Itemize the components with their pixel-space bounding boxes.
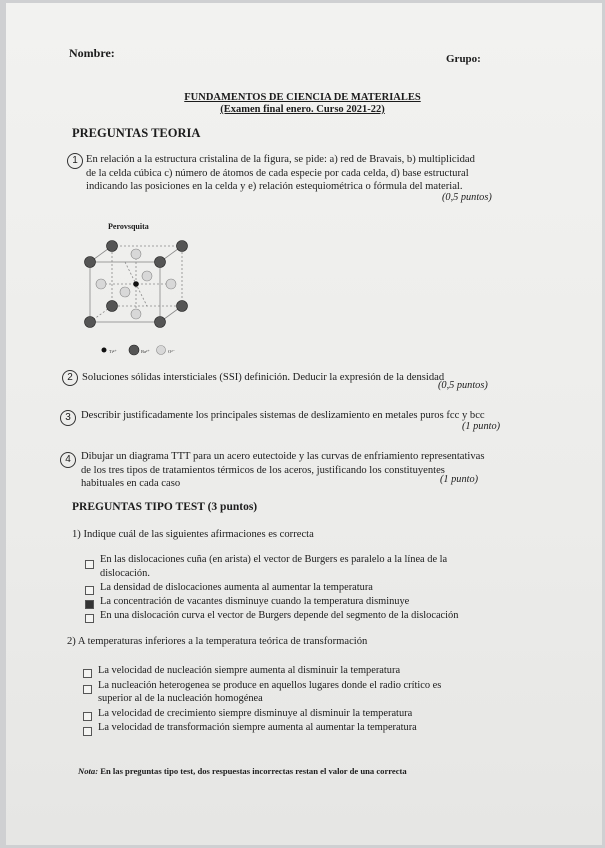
answer-option: En las dislocaciones cuña (en arista) el vector de Burgers es paralelo a la línea de la bbox=[100, 554, 448, 565]
exam-title-line1: FUNDAMENTOS DE CIENCIA DE MATERIALES bbox=[184, 92, 421, 103]
footnote bbox=[78, 766, 407, 776]
answer-checkbox[interactable] bbox=[83, 669, 92, 678]
answer-option-continuation: dislocación. bbox=[100, 568, 150, 579]
answer-option-continuation: superior al de la nucleación homogénea bbox=[98, 693, 263, 704]
legend-o: O²⁻ bbox=[168, 349, 175, 354]
ti-ion bbox=[133, 281, 139, 287]
test-heading: PREGUNTAS TIPO TEST (3 puntos) bbox=[72, 501, 258, 513]
answer-option: La velocidad de transformación siempre aumenta al aumentar la temperatura bbox=[98, 722, 417, 733]
answer-checkbox[interactable] bbox=[83, 712, 92, 721]
footnote-text: En las preguntas tipo test, dos respuestas incorrectas restan el valor de una correcta bbox=[100, 766, 407, 776]
question-1-points: (0,5 puntos) bbox=[442, 192, 492, 203]
question-1-line: de la celda cúbica c) número de átomos de cada especie por cada celda, d) base estructural bbox=[86, 167, 469, 179]
answer-option: La velocidad de nucleación siempre aumenta al disminuir la temperatura bbox=[98, 665, 401, 676]
answer-option: La densidad de dislocaciones aumenta al aumentar la temperatura bbox=[100, 582, 373, 593]
answer-option: En una dislocación curva el vector de Burgers depende del segmento de la dislocación bbox=[100, 610, 459, 621]
answer-checkbox[interactable] bbox=[85, 560, 94, 569]
exam-title-line2: (Examen final enero. Curso 2021-22) bbox=[220, 104, 385, 115]
answer-checkbox[interactable] bbox=[83, 727, 92, 736]
question-3-points: (1 punto) bbox=[462, 421, 501, 432]
group-label: Grupo: bbox=[446, 53, 481, 65]
theory-heading: PREGUNTAS TEORIA bbox=[72, 126, 201, 140]
perovskite-cell-figure bbox=[78, 232, 198, 362]
question-number-2: 2 bbox=[62, 370, 78, 386]
question-number-4: 4 bbox=[60, 452, 76, 468]
question-1-line: En relación a la estructura cristalina de la figura, se pide: a) red de Bravais, b) multiplicidad bbox=[86, 154, 475, 165]
answer-checkbox[interactable] bbox=[83, 685, 92, 694]
answer-option: La nucleación heterogenea se produce en aquellos lugares donde el radio crítico es bbox=[98, 680, 442, 691]
question-4-line: Dibujar un diagrama TTT para un acero eutectoide y las curvas de enfriamiento representativas bbox=[81, 451, 485, 462]
legend-ti: Ti⁴⁺ bbox=[109, 349, 117, 354]
question-1-line: indicando las posiciones en la celda y e) relación estequiométrica o fórmula del material. bbox=[86, 181, 463, 192]
question-1-text bbox=[86, 153, 532, 194]
answer-option: La velocidad de crecimiento siempre disminuye al disminuir la temperatura bbox=[98, 708, 413, 719]
answer-checkbox[interactable] bbox=[85, 614, 94, 623]
question-2-text: Soluciones sólidas intersticiales (SSI) definición. Deducir la expresión de la densidad bbox=[82, 372, 445, 383]
test-question-2: 2) A temperaturas inferiores a la temperatura teórica de transformación bbox=[67, 636, 368, 647]
question-3-text: Describir justificadamente los principales sistemas de deslizamiento en metales puros fcc y bcc bbox=[81, 410, 485, 421]
exam-title bbox=[0, 92, 605, 116]
answer-checkbox-selected[interactable] bbox=[85, 600, 94, 609]
legend-ba: Ba²⁺ bbox=[141, 349, 150, 354]
question-number-3: 3 bbox=[60, 410, 76, 426]
footnote-label: Nota: bbox=[78, 766, 99, 776]
question-2-points: (0,5 puntos) bbox=[438, 380, 488, 391]
question-4-line: de los tres tipos de tratamientos térmicos de los aceros, justificando los constituyentes bbox=[81, 464, 445, 476]
figure-title: Perovsquita bbox=[108, 222, 149, 231]
answer-checkbox[interactable] bbox=[85, 586, 94, 595]
question-4-line: habituales en cada caso bbox=[81, 478, 181, 489]
question-4-points: (1 punto) bbox=[440, 474, 479, 485]
answer-option: La concentración de vacantes disminuye cuando la temperatura disminuye bbox=[100, 596, 410, 607]
name-label: Nombre: bbox=[69, 46, 115, 60]
test-question-1: 1) Indique cuál de las siguientes afirmaciones es correcta bbox=[72, 529, 314, 540]
question-number-1: 1 bbox=[67, 153, 83, 169]
